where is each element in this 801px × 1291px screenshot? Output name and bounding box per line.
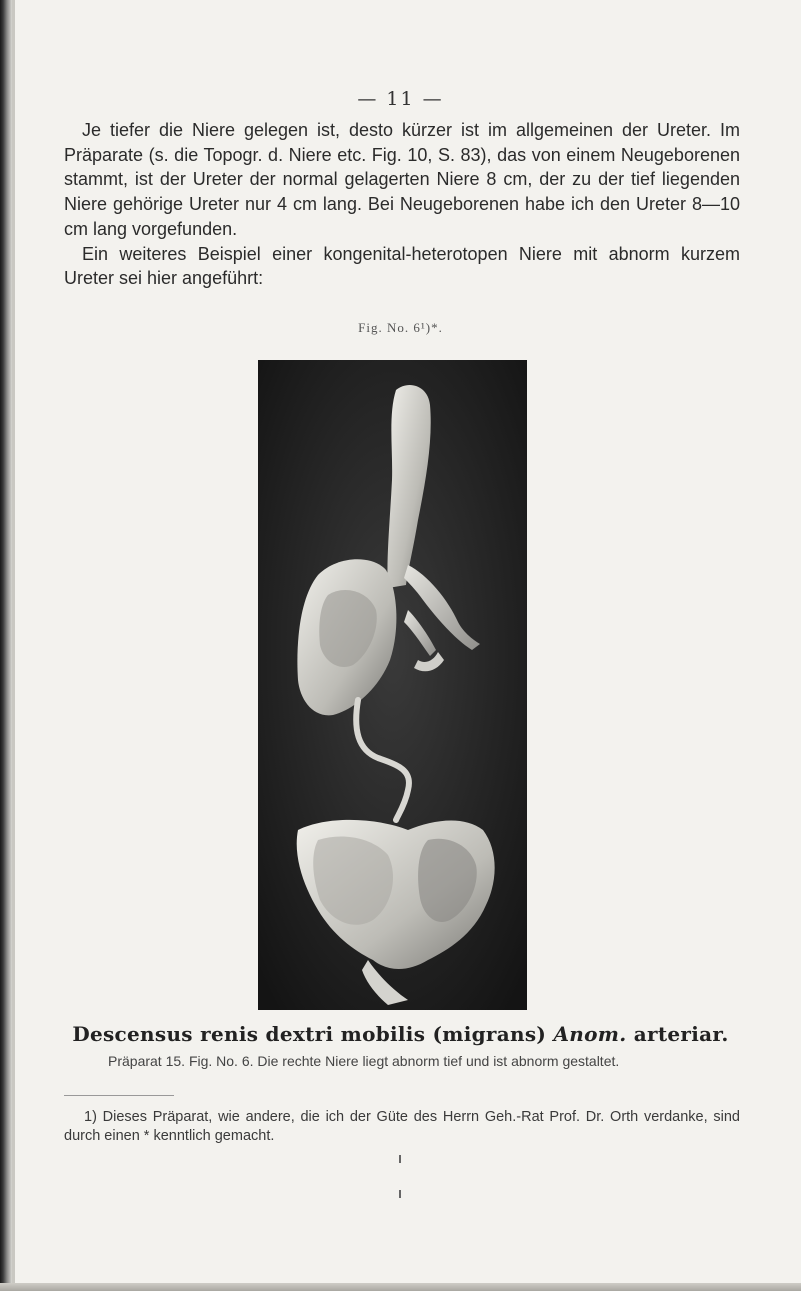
footnote-text: 1) Dieses Präparat, wie andere, die ich der Güte des Herrn Geh.-Rat Prof. Dr. Orth verdanke, sind durch einen * kenntlich gemacht.	[64, 1109, 740, 1144]
paragraph-1: Je tiefer die Niere gelegen ist, desto kürzer ist im allgemeinen der Ureter. Im Präparate (s. die Topogr. d. Niere etc. Fig. 10, S. 83), das von einem Neugeborenen stammt, ist der Ureter der normal gelagerten Niere 8 cm, der zu der tief liegenden Niere gehörige Ureter nur 4 cm lang. Bei Neugeborenen habe ich den Ureter 8—10 cm lang vorgefunden.	[64, 120, 740, 239]
figure-caption	[0, 1022, 801, 1046]
specimen-illustration	[258, 360, 527, 1010]
page-bottom-edge	[0, 1283, 801, 1291]
page-binding-shadow	[12, 0, 15, 1291]
body-text	[64, 118, 740, 291]
page-number: — 11 —	[357, 88, 444, 110]
page-binding-edge	[0, 0, 12, 1291]
caption-italic: Anom.	[553, 1022, 627, 1046]
preparation-text: Präparat 15. Fig. No. 6. Die rechte Niere liegt abnorm tief und ist abnorm gestaltet.	[108, 1053, 620, 1069]
caption-tail: arteriar.	[626, 1022, 729, 1046]
preparation-description	[64, 1052, 740, 1071]
footnote	[64, 1108, 740, 1146]
print-mark	[399, 1155, 401, 1163]
paragraph-2: Ein weiteres Beispiel einer kongenital-heterotopen Niere mit abnorm kurzem Ureter sei hier angeführt:	[64, 243, 740, 289]
footnote-divider	[64, 1095, 174, 1096]
print-mark	[399, 1190, 401, 1198]
caption-title: Descensus renis dextri mobilis (migrans)	[72, 1022, 554, 1046]
figure-label: Fig. No. 6¹)*.	[358, 320, 443, 335]
figure-photograph	[258, 360, 527, 1010]
